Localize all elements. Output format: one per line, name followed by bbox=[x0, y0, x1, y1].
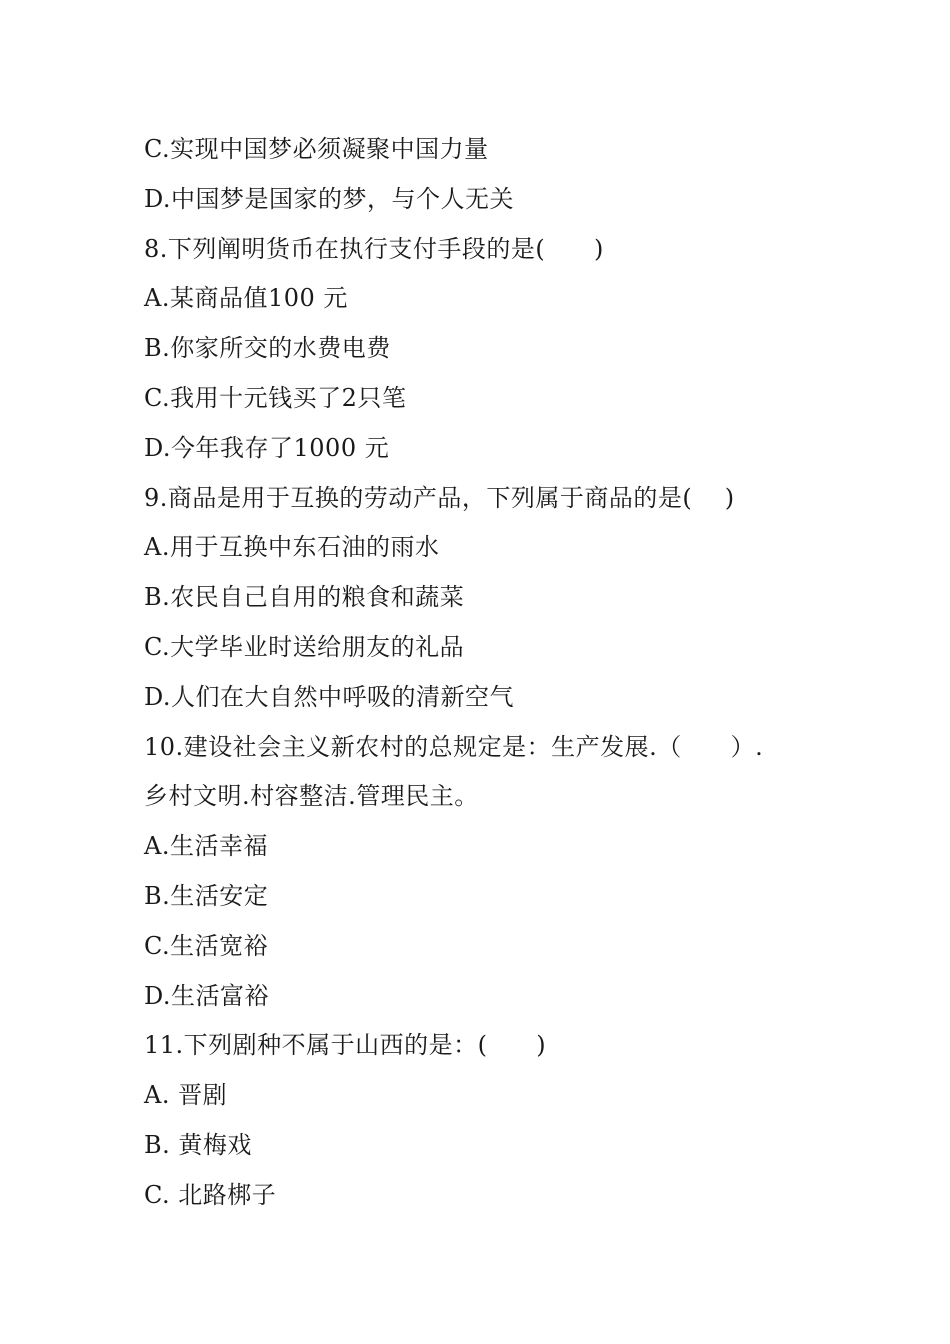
option-line: D.中国梦是国家的梦，与个人无关 bbox=[144, 184, 515, 213]
question-line: 10.建设社会主义新农村的总规定是：生产发展.（ ）. bbox=[144, 732, 764, 761]
option-line: B.你家所交的水费电费 bbox=[144, 334, 391, 363]
option-line: B. 黄梅戏 bbox=[144, 1130, 252, 1159]
question-line-continued: 乡村文明.村容整洁.管理民主。 bbox=[144, 782, 479, 811]
option-line: C.我用十元钱买了2只笔 bbox=[144, 383, 407, 412]
option-line: C.实现中国梦必须凝聚中国力量 bbox=[144, 135, 489, 163]
option-line: D.生活富裕 bbox=[144, 981, 270, 1010]
option-line: B.农民自己自用的粮食和蔬菜 bbox=[144, 583, 465, 612]
option-line: D.今年我存了1000 元 bbox=[144, 433, 390, 462]
option-line: B.生活安定 bbox=[144, 881, 269, 910]
option-line: A. 晋剧 bbox=[144, 1081, 228, 1110]
question-line: 9.商品是用于互换的劳动产品，下列属于商品的是( ) bbox=[144, 483, 735, 512]
option-line: C. 北路梆子 bbox=[144, 1180, 277, 1209]
option-line: A.用于互换中东石油的雨水 bbox=[144, 533, 440, 562]
option-line: C.大学毕业时送给朋友的礼品 bbox=[144, 632, 465, 661]
option-line: C.生活宽裕 bbox=[144, 931, 269, 960]
option-line: D.人们在大自然中呼吸的清新空气 bbox=[144, 682, 515, 711]
option-line: A.生活幸福 bbox=[144, 832, 268, 861]
question-text-block bbox=[144, 130, 844, 1226]
option-line: A.某商品值100 元 bbox=[144, 284, 348, 313]
question-line: 8.下列阐明货币在执行支付手段的是( ) bbox=[144, 234, 604, 263]
question-line: 11.下列剧种不属于山西的是：( ) bbox=[144, 1031, 547, 1060]
